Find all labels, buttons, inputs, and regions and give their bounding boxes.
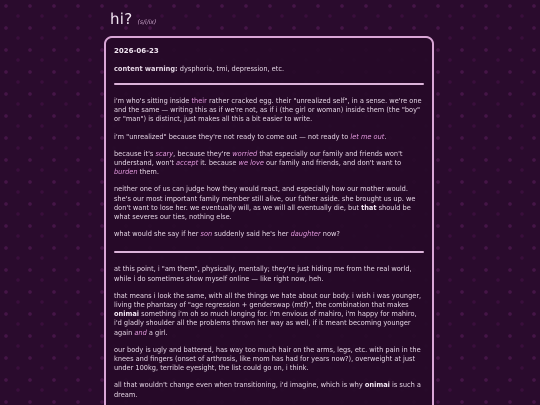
emphasis-text: daughter bbox=[290, 230, 321, 239]
site-title[interactable]: hi? bbox=[110, 10, 133, 28]
post-date: 2026-06-23 bbox=[114, 47, 159, 55]
emphasis-text: burden bbox=[114, 168, 138, 177]
paragraph bbox=[114, 133, 424, 142]
content-warning bbox=[114, 65, 424, 73]
emphasis-text: and bbox=[134, 328, 147, 337]
paragraph: at this point, i "am them", physically, mentally; they're just hiding me from the real world, while i do sometimes show myself online — like right now, heh. bbox=[114, 265, 412, 283]
text-run: that means i look the same, with all the things we hate about our body. i wish i was younger, living the phantasy of "age regression + genderswap (mtf)", the combination that makes bbox=[114, 291, 422, 310]
text-run: , because they're bbox=[173, 149, 233, 158]
content-warning-label: content warning: bbox=[114, 65, 178, 73]
section-divider bbox=[114, 83, 424, 85]
text-run: what would she say if her bbox=[114, 230, 201, 239]
text-run: i'm who's sitting inside bbox=[114, 97, 192, 105]
paragraph: our body is ugly and battered, has way too much hair on the arms, legs, etc. with pain in the knees and fingers (onset of arthrosis, like mom has had for years now?), overweight at just under 100kg, terrible eyesight, the list could go on, i think. bbox=[114, 345, 421, 373]
content-warning-text: dysphoria, tmi, depression, etc. bbox=[177, 65, 285, 73]
text-run: should be what severes our ties, nothing else. bbox=[114, 203, 411, 222]
text-run: our family and friends, and don't want to bbox=[263, 159, 402, 168]
emphasis-text: son bbox=[200, 230, 213, 239]
site-header bbox=[110, 10, 156, 34]
highlight-text: their bbox=[191, 97, 207, 105]
emphasis-text: worried bbox=[232, 149, 258, 158]
emphasis-text: accept bbox=[176, 159, 199, 168]
paragraph bbox=[114, 97, 424, 125]
paragraph bbox=[114, 150, 424, 178]
text-run: now? bbox=[320, 230, 340, 239]
text-run: neither one of us can judge how they would react, and especially how our mother would. she's our most important family member still alive, our father aside. she brought us up. we don't want to lose her. we eventually will, as we will all eventually die, but bbox=[114, 185, 416, 212]
text-run: a girl. bbox=[146, 328, 168, 337]
bold-text: onimai bbox=[114, 310, 140, 319]
text-run: something i'm oh so much longing for. i'm envious of mahiro, i'm happy for mahiro, i'd gladly shoulder all the problems thrown her way as well, if it meant becoming younger again bbox=[114, 310, 417, 337]
text-run: that especially our family and friends won't understand, won't bbox=[114, 149, 403, 168]
section-divider bbox=[114, 251, 424, 253]
paragraph bbox=[114, 292, 424, 338]
paragraph bbox=[114, 381, 424, 399]
post-card bbox=[104, 36, 434, 405]
emphasis-text: let me out bbox=[350, 132, 385, 141]
text-run: rather cracked egg. their "unrealized self", in a sense. we're one and the same — writing this as if we're not, as if i (the girl or woman) inside them (the "boy" or "man") is distinct, just makes all this a bit easier to write. bbox=[114, 97, 422, 124]
site-subtitle: (s/i/ix) bbox=[137, 19, 157, 26]
text-run: . bbox=[384, 132, 387, 141]
text-run: i'm "unrealized" because they're not ready to come out — not ready to bbox=[114, 132, 351, 141]
text-run: is such a dream. bbox=[114, 381, 421, 399]
text-run: all that wouldn't change even when transitioning, i'd imagine, which is why bbox=[114, 381, 365, 390]
text-run: because it's bbox=[114, 149, 156, 158]
paragraph bbox=[114, 230, 424, 239]
emphasis-text: we love bbox=[238, 159, 264, 168]
emphasis-text: scary bbox=[155, 149, 174, 158]
text-run: them. bbox=[137, 168, 159, 177]
bold-text: that bbox=[361, 203, 377, 212]
bold-text: onimai bbox=[364, 381, 390, 390]
text-run: suddenly said he's her bbox=[212, 230, 291, 239]
text-run: it. because bbox=[198, 159, 239, 168]
paragraph bbox=[114, 185, 424, 222]
